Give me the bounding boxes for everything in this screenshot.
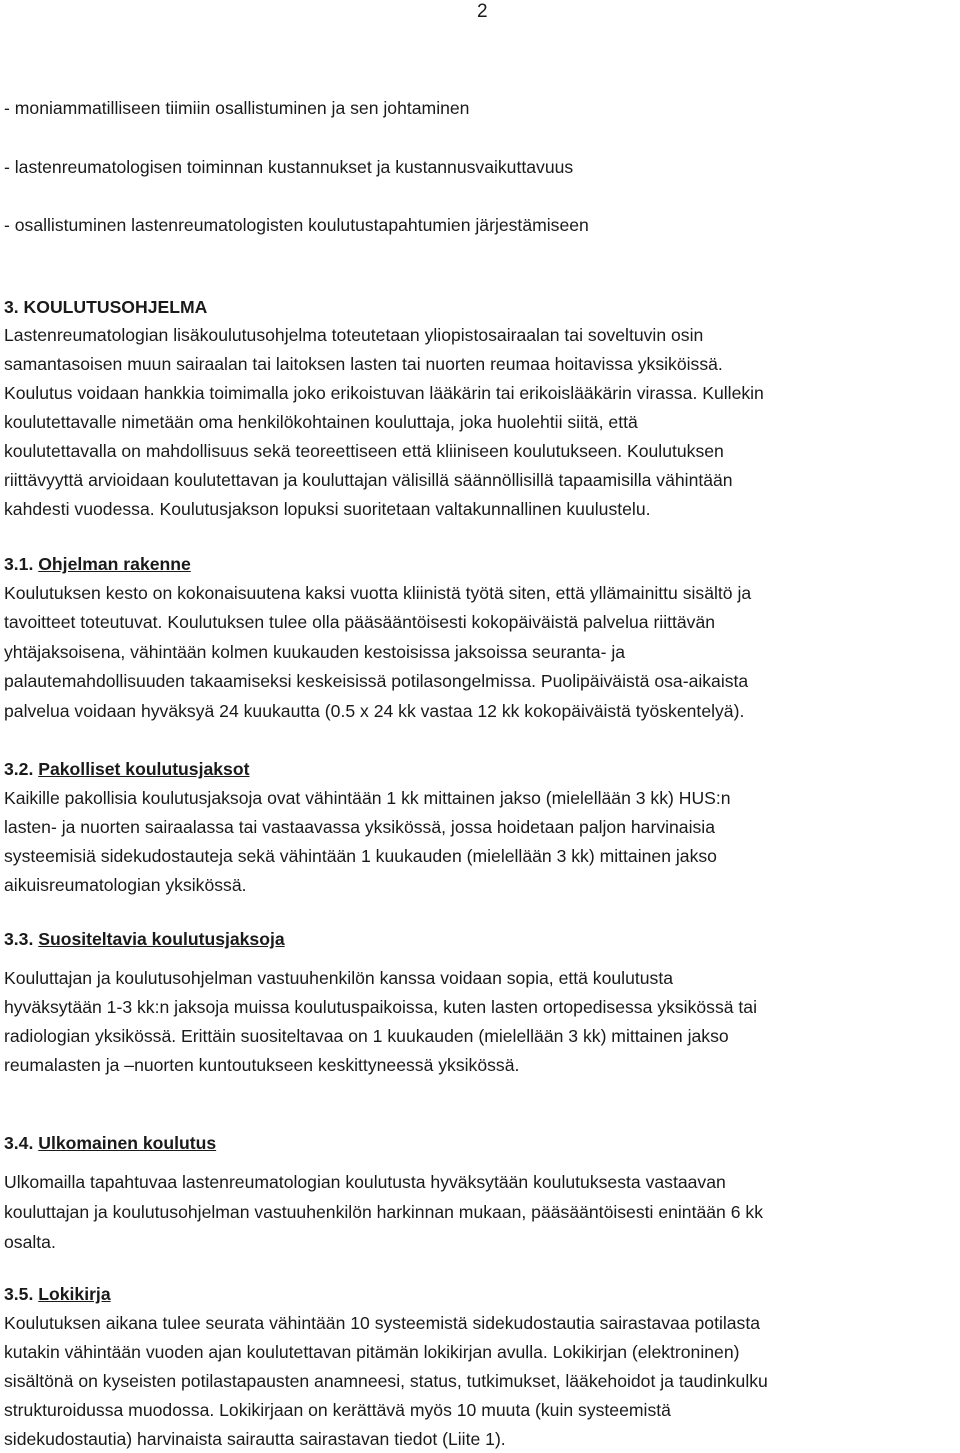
paragraph-line: Lastenreumatologian lisäkoulutusohjelma toteutetaan yliopistosairaalan tai soveltuvin osin xyxy=(4,325,704,345)
paragraph-line: sisältönä on kyseisten potilastapausten anamneesi, status, tutkimukset, lääkehoidot ja taudinkulku xyxy=(4,1371,768,1391)
paragraph-line: strukturoidussa muodossa. Lokikirjaan on kerättävä myös 10 muuta (kuin systeemistä xyxy=(4,1400,671,1420)
paragraph-line: yhtäjaksoisena, vähintään kolmen kuukauden kestoisissa jaksoissa seuranta- ja xyxy=(4,642,626,662)
subsection-title: Suositeltavia koulutusjaksoja xyxy=(38,929,285,949)
paragraph-line: kahdesti vuodessa. Koulutusjakson lopuksi suoritetaan valtakunnallinen kuulustelu. xyxy=(4,499,651,519)
paragraph-line: lasten- ja nuorten sairaalassa tai vastaavassa yksikössä, jossa hoidetaan paljon harvinaisia xyxy=(4,817,715,837)
subsection-heading xyxy=(4,553,191,575)
paragraph-line: kouluttajan ja koulutusohjelman vastuuhenkilön harkinnan mukaan, pääsääntöisesti enintään 6 kk xyxy=(4,1202,763,1222)
paragraph-line: Koulutuksen aikana tulee seurata vähintään 10 systeemistä sidekudostautia sairastavaa potilasta xyxy=(4,1313,761,1333)
subsection-heading xyxy=(4,758,249,780)
paragraph-line: Koulutus voidaan hankkia toimimalla joko erikoistuvan lääkärin tai erikoislääkärin virassa. Kullekin xyxy=(4,383,764,403)
bullet-item: - lastenreumatologisen toiminnan kustannukset ja kustannusvaikuttavuus xyxy=(4,157,574,177)
paragraph-line: riittävyyttä arvioidaan koulutettavan ja kouluttajan välisillä säännöllisillä tapaamisilla vähintään xyxy=(4,470,733,490)
paragraph-line: aikuisreumatologian yksikössä. xyxy=(4,875,247,895)
subsection-heading xyxy=(4,1132,216,1154)
paragraph-line: tavoitteet toteutuvat. Koulutuksen tulee olla pääsääntöisesti kokopäiväistä palvelua riittävän xyxy=(4,612,716,632)
bullet-item: - osallistuminen lastenreumatologisten koulutustapahtumien järjestämiseen xyxy=(4,215,589,235)
paragraph-line: kutakin vähintään vuoden ajan koulutettavan pitämän lokikirjan avulla. Lokikirjan (elektroninen) xyxy=(4,1342,740,1362)
paragraph-line: palvelua voidaan hyväksyä 24 kuukautta (0.5 x 24 kk vastaa 12 kk kokopäiväistä työskentelyä). xyxy=(4,701,745,721)
subsection-title: Lokikirja xyxy=(38,1284,111,1304)
subsection-number: 3.1. xyxy=(4,554,34,574)
paragraph-line: koulutettavalle nimetään oma henkilökohtainen kouluttaja, joka huolehtii siitä, että xyxy=(4,412,638,432)
paragraph-line: radiologian yksikössä. Erittäin suositeltavaa on 1 kuukauden (mielellään 3 kk) mittainen jakso xyxy=(4,1026,729,1046)
subsection-number: 3.3. xyxy=(4,929,34,949)
paragraph-line: koulutettavalla on mahdollisuus sekä teoreettiseen että kliiniseen koulutukseen. Koulutuksen xyxy=(4,441,724,461)
bullet-item: - moniammatilliseen tiimiin osallistuminen ja sen johtaminen xyxy=(4,98,470,118)
subsection-title: Ulkomainen koulutus xyxy=(38,1133,217,1153)
paragraph-line: reumalasten ja –nuorten kuntoutukseen keskittyneessä yksikössä. xyxy=(4,1055,520,1075)
paragraph-line: samantasoisen muun sairaalan tai laitoksen lasten tai nuorten reumaa hoitavissa yksiköissä. xyxy=(4,354,723,374)
subsection-number: 3.5. xyxy=(4,1284,34,1304)
subsection-heading xyxy=(4,928,285,950)
paragraph-line: Kaikille pakollisia koulutusjaksoja ovat vähintään 1 kk mittainen jakso (mielellään 3 kk) HUS:n xyxy=(4,788,731,808)
subsection-title: Pakolliset koulutusjaksot xyxy=(38,759,250,779)
paragraph-line: Koulutuksen kesto on kokonaisuutena kaksi vuotta kliinistä työtä siten, että yllämainittu sisältö ja xyxy=(4,583,752,603)
paragraph-line: palautemahdollisuuden takaamiseksi keskeisissä potilasongelmissa. Puolipäiväistä osa-aikaista xyxy=(4,671,749,691)
paragraph-line: systeemisiä sidekudostauteja sekä vähintään 1 kuukauden (mielellään 3 kk) mittainen jakso xyxy=(4,846,717,866)
paragraph-line: osalta. xyxy=(4,1232,56,1252)
subsection-title: Ohjelman rakenne xyxy=(38,554,191,574)
paragraph-line: Ulkomailla tapahtuvaa lastenreumatologian koulutusta hyväksytään koulutuksesta vastaavan xyxy=(4,1172,726,1192)
paragraph-line: Kouluttajan ja koulutusohjelman vastuuhenkilön kanssa voidaan sopia, että koulutusta xyxy=(4,968,674,988)
section-heading: 3. KOULUTUSOHJELMA xyxy=(4,297,208,317)
subsection-number: 3.4. xyxy=(4,1133,34,1153)
page-number: 2 xyxy=(477,1,488,22)
paragraph-line: sidekudostautia) harvinaista sairautta sairastavan tiedot (Liite 1). xyxy=(4,1429,506,1449)
paragraph-line: hyväksytään 1-3 kk:n jaksoja muissa koulutuspaikoissa, kuten lasten ortopedisessa yksikössä tai xyxy=(4,997,758,1017)
subsection-number: 3.2. xyxy=(4,759,34,779)
subsection-heading xyxy=(4,1283,111,1305)
